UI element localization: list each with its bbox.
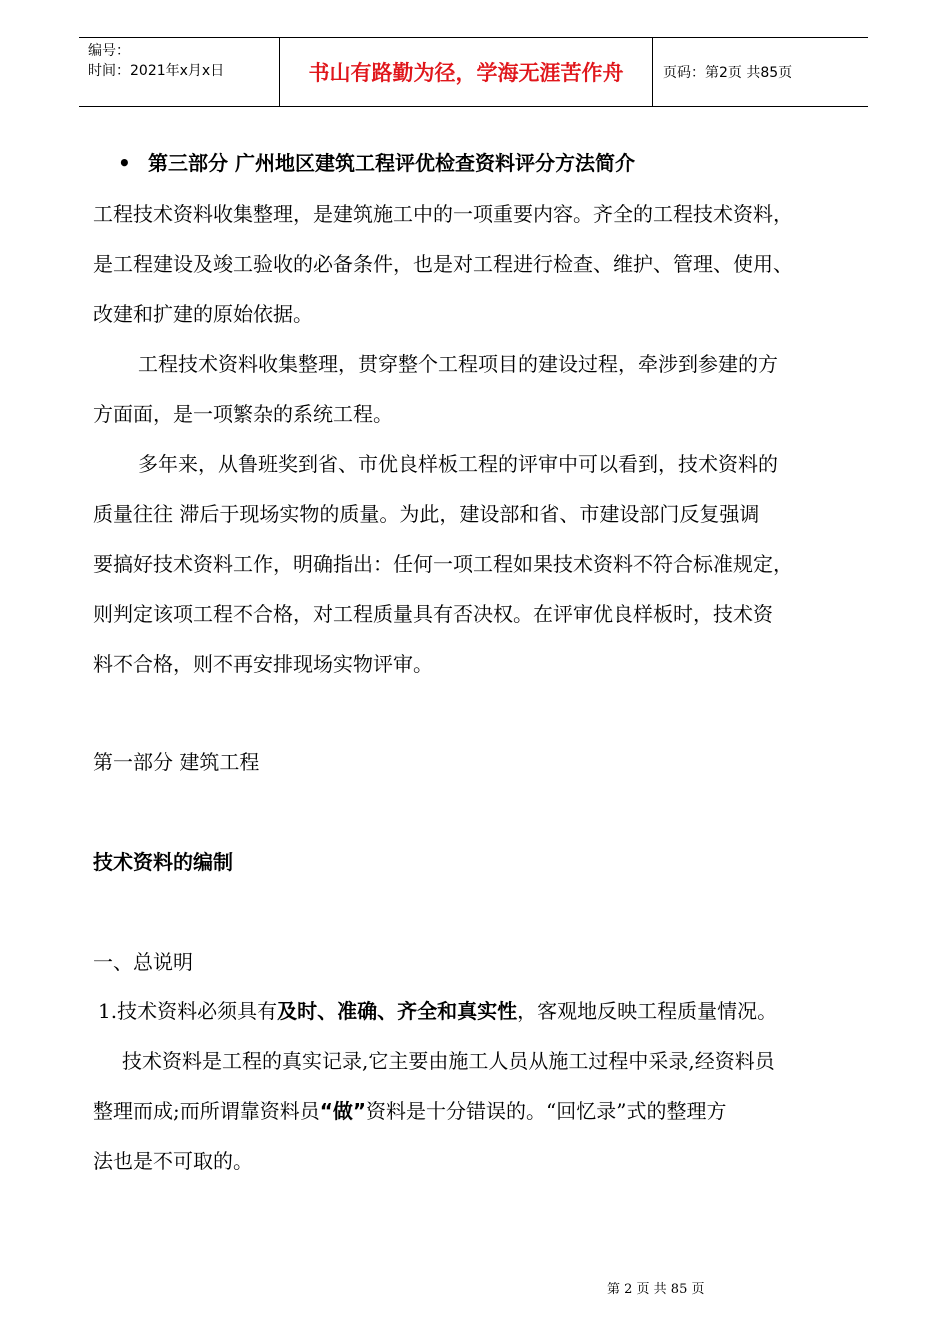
para4-line1: 技术资料是工程的真实记录,它主要由施工人员从施工过程中采录,经资料员 <box>122 1049 775 1073</box>
item1-bold: 及时、准确、齐全和真实性 <box>277 999 518 1023</box>
item1-prefix: 1.技术资料必须具有 <box>98 999 278 1023</box>
part-one-heading: 第一部分 建筑工程 <box>93 750 260 774</box>
section-title <box>118 151 635 175</box>
para1-line1: 工程技术资料收集整理，是建筑施工中的一项重要内容。齐全的工程技术资料， <box>93 202 793 226</box>
para3-line1: 多年来，从鲁班奖到省、市优良样板工程的评审中可以看到，技术资料的 <box>138 452 778 476</box>
page-footer: 第 2 页 共 85 页 <box>607 1282 705 1297</box>
para4-line2-bold: “做” <box>319 1099 367 1123</box>
para1-line3: 改建和扩建的原始依据。 <box>93 302 313 326</box>
item1-suffix: ，客观地反映工程质量情况。 <box>517 999 778 1023</box>
header-page-info: 页码：第2页 共85页 <box>663 65 793 81</box>
header-motto: 书山有路勤为径，学海无涯苦作舟 <box>280 38 653 106</box>
para3-line2: 质量往往 滞后于现场实物的质量。为此，建设部和省、市建设部门反复强调 <box>93 502 760 526</box>
general-heading: 一、总说明 <box>93 950 193 974</box>
page-header <box>79 37 868 107</box>
para4-line2-prefix: 整理而成;而所谓靠资料员 <box>93 1099 320 1123</box>
item1-line <box>98 999 777 1023</box>
para3-line4: 则判定该项工程不合格，对工程质量具有否决权。在评审优良样板时，技术资 <box>93 602 773 626</box>
para2-line1: 工程技术资料收集整理，贯穿整个工程项目的建设过程，牵涉到参建的方 <box>138 352 778 376</box>
para4-line2 <box>93 1099 727 1123</box>
tech-docs-heading: 技术资料的编制 <box>93 850 233 874</box>
para4-line3: 法也是不可取的。 <box>93 1149 253 1173</box>
para4-line2-suffix: 资料是十分错误的。“回忆录”式的整理方 <box>366 1099 727 1123</box>
header-meta <box>79 38 280 106</box>
para3-line3: 要搞好技术资料工作，明确指出：任何一项工程如果技术资料不符合标准规定， <box>93 552 793 576</box>
para3-line5: 料不合格，则不再安排现场实物评审。 <box>93 652 433 676</box>
bullet-icon: • <box>118 151 131 175</box>
doc-date-label: 时间：2021年x月x日 <box>88 63 225 79</box>
para1-line2: 是工程建设及竣工验收的必备条件，也是对工程进行检查、维护、管理、使用、 <box>93 252 793 276</box>
doc-number-label: 编号： <box>88 43 130 59</box>
para2-line2: 方面面，是一项繁杂的系统工程。 <box>93 402 393 426</box>
section-title-text: 第三部分 广州地区建筑工程评优检查资料评分方法简介 <box>148 151 635 175</box>
